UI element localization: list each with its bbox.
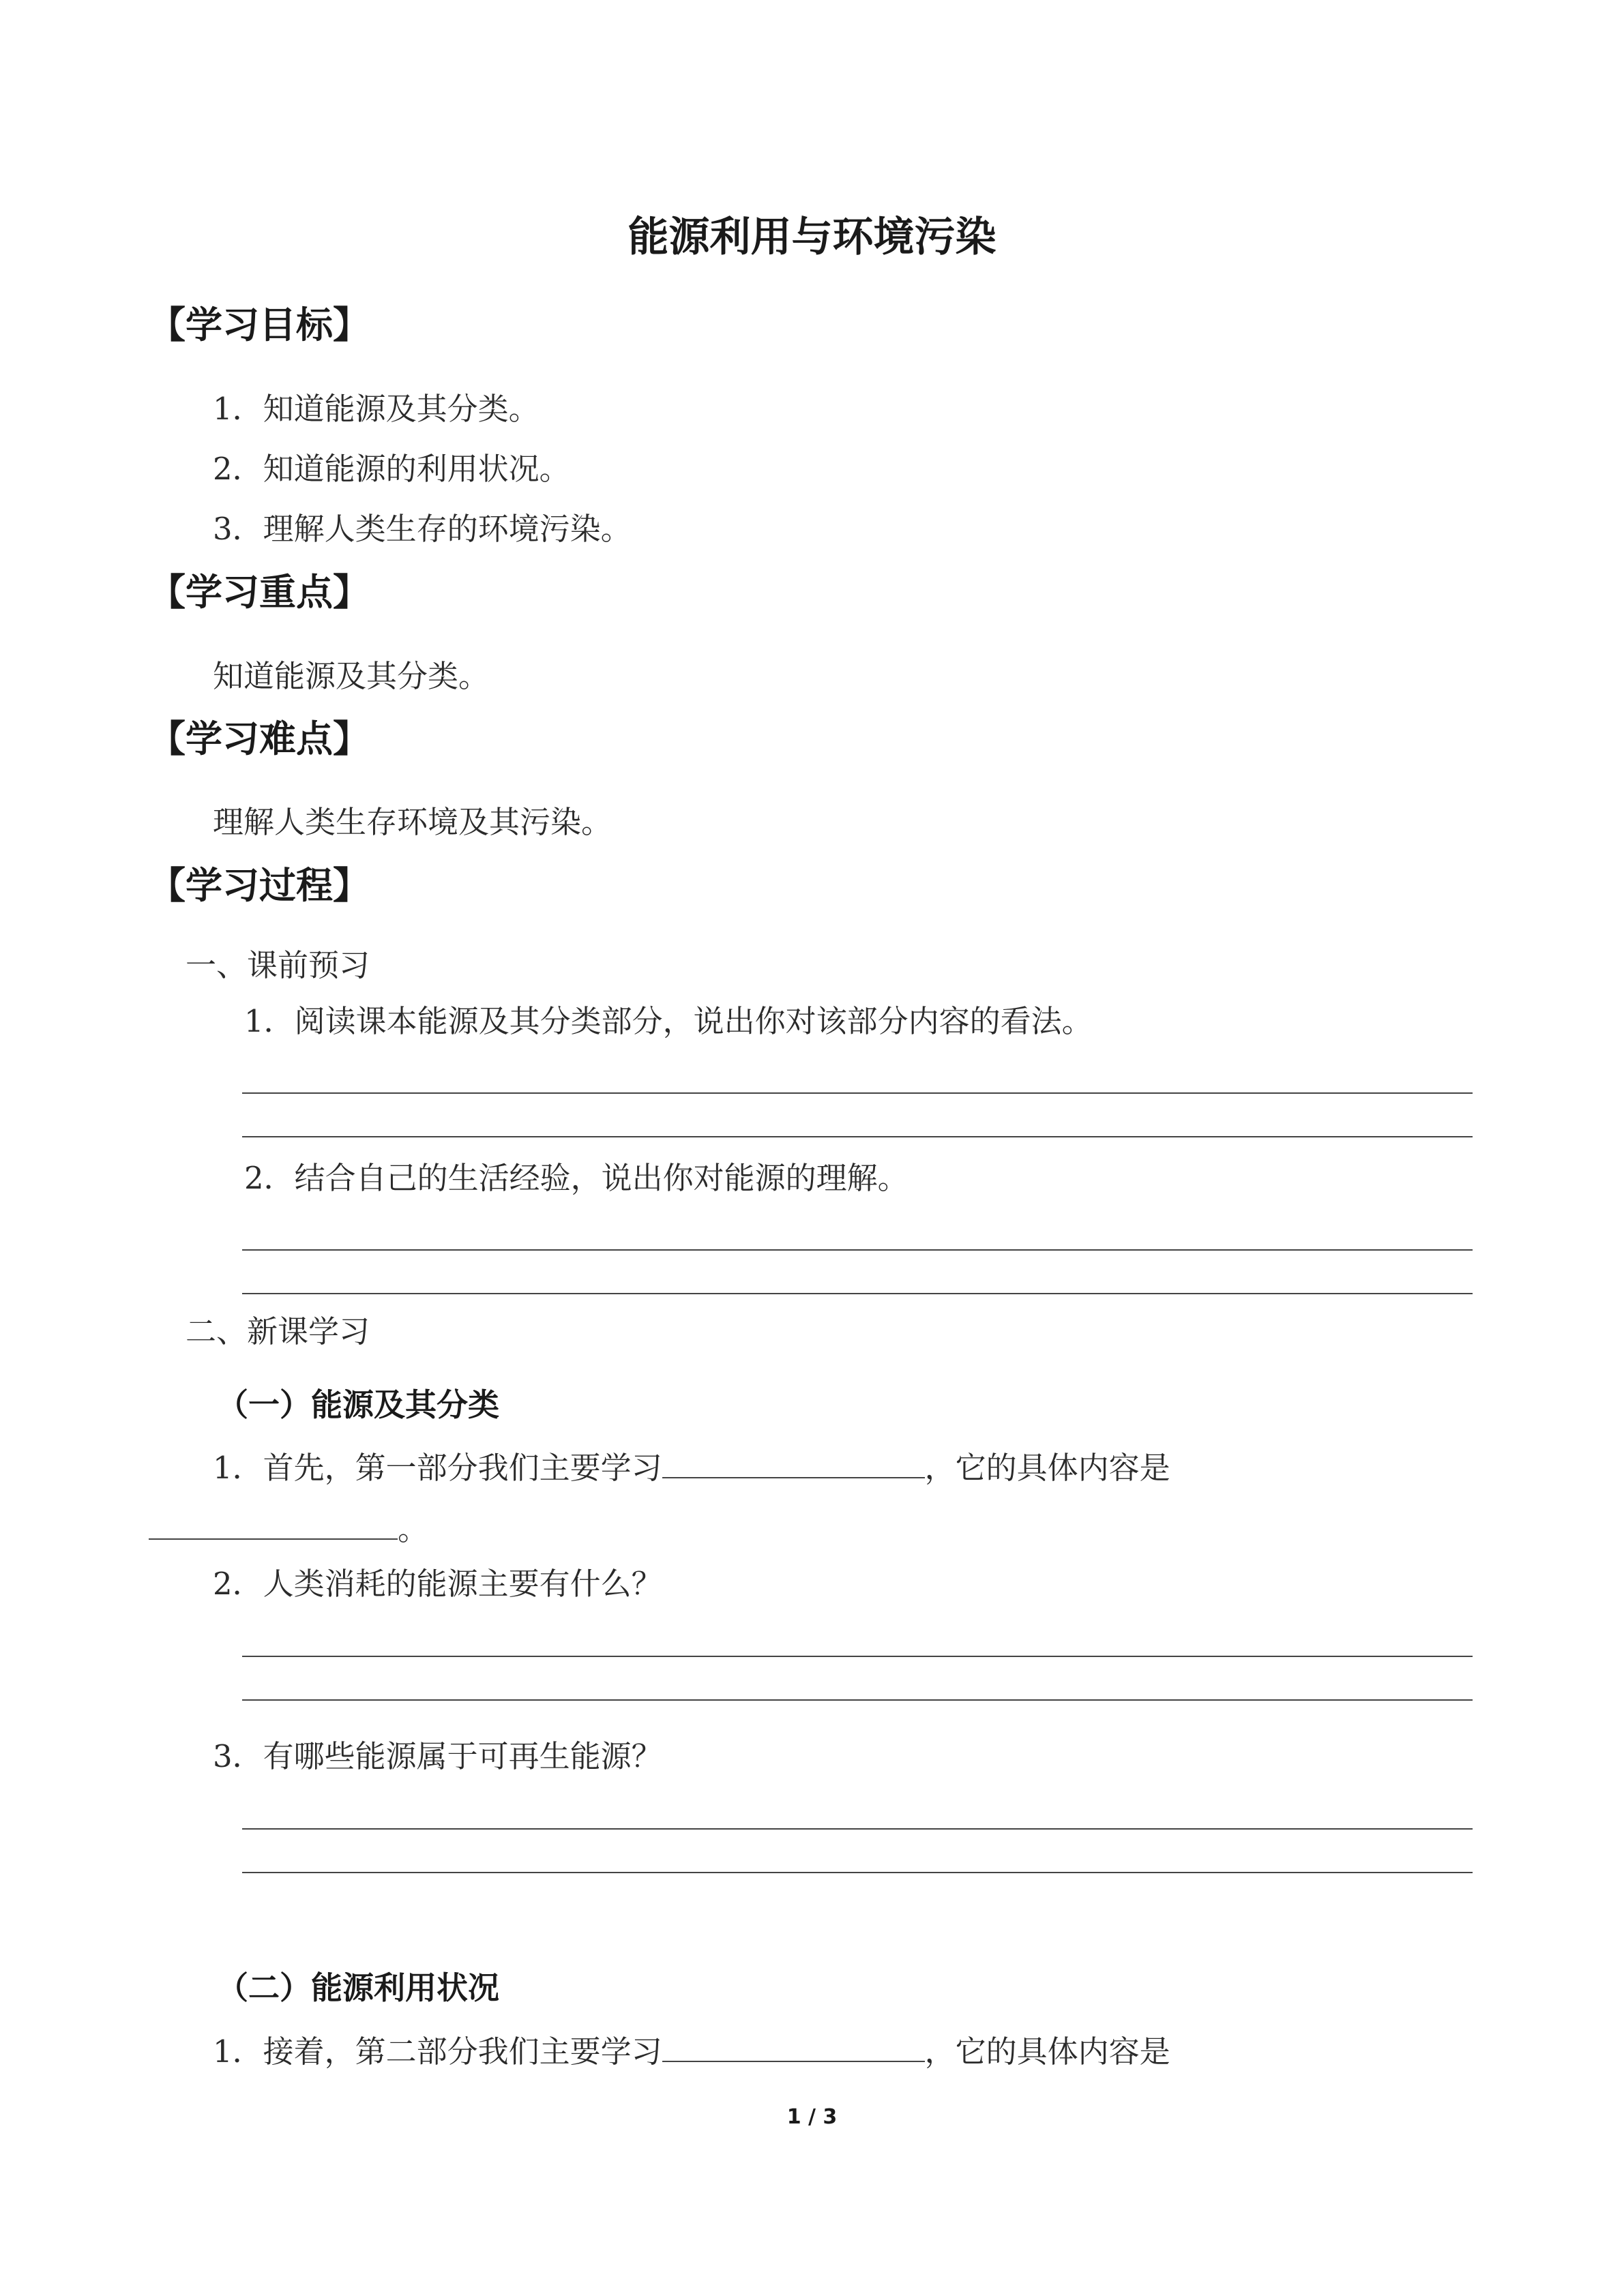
part1-question-1-continued <box>149 1511 428 1545</box>
page-number: 1 / 3 <box>786 2105 838 2129</box>
part1-question-2: 2．人类消耗的能源主要有什么？ <box>213 1566 662 1602</box>
part2-question-1 <box>213 2033 1170 2070</box>
difficulties-text: 理解人类生存环境及其污染。 <box>213 804 612 840</box>
section-heading-process: 【学习过程】 <box>149 864 370 907</box>
answer-line[interactable] <box>242 1872 1473 1873</box>
new-lesson-heading: 二、新课学习 <box>186 1313 370 1350</box>
fill-blank[interactable] <box>662 1450 925 1478</box>
answer-line[interactable] <box>242 1136 1473 1137</box>
goal-item-2: 2．知道能源的利用状况。 <box>213 451 570 487</box>
part2-heading: （二）能源利用状况 <box>217 1969 499 2006</box>
preview-question-1: 1．阅读课本能源及其分类部分，说出你对该部分内容的看法。 <box>244 1003 1093 1039</box>
fill-blank[interactable] <box>662 2033 925 2062</box>
part2-question-1-tail: ，它的具体内容是 <box>924 2033 1170 2070</box>
section-heading-goals: 【学习目标】 <box>149 303 370 346</box>
answer-line[interactable] <box>242 1656 1473 1657</box>
section-heading-difficulties: 【学习难点】 <box>149 717 370 760</box>
goal-item-1: 1．知道能源及其分类。 <box>213 391 540 427</box>
part1-question-1 <box>213 1450 1170 1486</box>
answer-line[interactable] <box>242 1293 1473 1294</box>
part1-question-1-tail: ，它的具体内容是 <box>924 1450 1170 1486</box>
key-points-text: 知道能源及其分类。 <box>213 658 490 694</box>
answer-line[interactable] <box>242 1249 1473 1251</box>
answer-line[interactable] <box>242 1699 1473 1701</box>
goal-item-3: 3．理解人类生存的环境污染。 <box>213 511 632 547</box>
fill-blank[interactable] <box>149 1511 398 1540</box>
part1-question-3: 3．有哪些能源属于可再生能源？ <box>213 1738 662 1774</box>
part1-question-1-end: 。 <box>398 1511 429 1547</box>
answer-line[interactable] <box>242 1092 1473 1094</box>
preview-question-2: 2．结合自己的生活经验，说出你对能源的理解。 <box>244 1160 909 1196</box>
answer-line[interactable] <box>242 1828 1473 1830</box>
page-title: 能源利用与环境污染 <box>628 213 996 261</box>
part1-heading: （一）能源及其分类 <box>217 1386 499 1423</box>
part2-question-1-lead: 1．接着，第二部分我们主要学习 <box>213 2033 662 2070</box>
part1-question-1-lead: 1．首先，第一部分我们主要学习 <box>213 1450 662 1486</box>
preview-heading: 一、课前预习 <box>186 947 370 983</box>
section-heading-key-points: 【学习重点】 <box>149 571 370 614</box>
